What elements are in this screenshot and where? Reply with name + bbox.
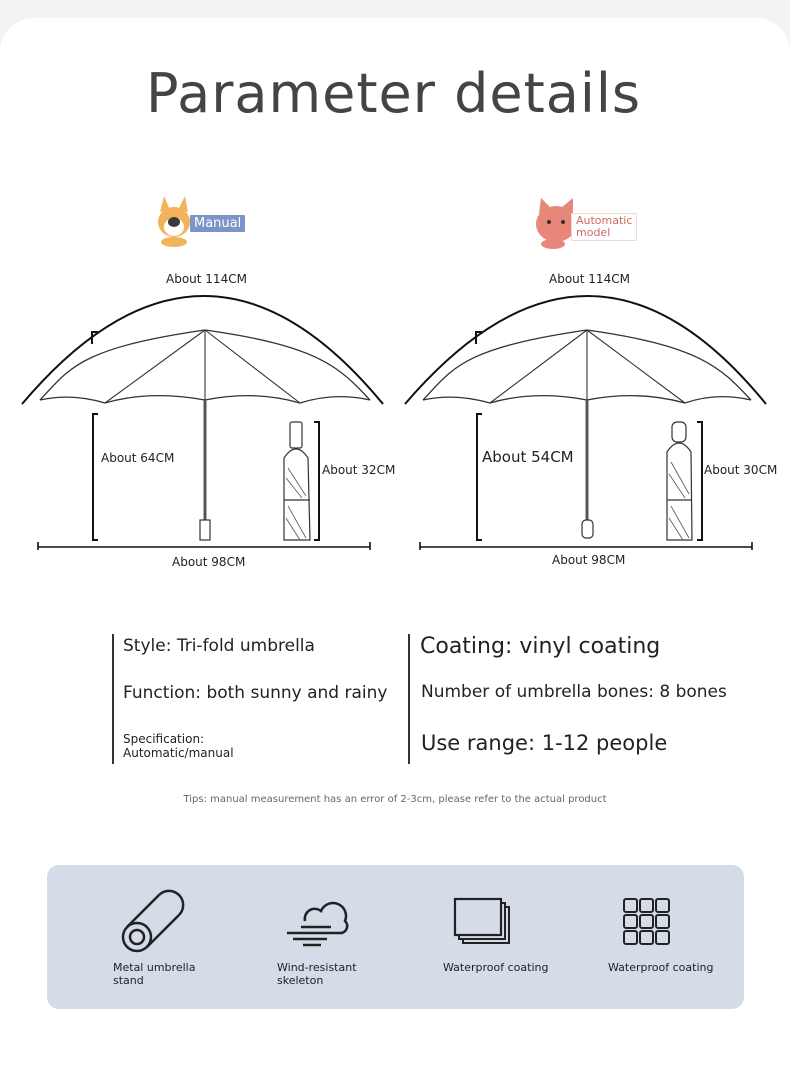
spec-divider-right [408, 634, 410, 764]
feature-label [608, 961, 738, 974]
automatic-folded-label: About 30CM [704, 463, 778, 477]
feature-label [113, 961, 243, 987]
cat-mascot-icon [536, 198, 576, 249]
spec-bones: Number of umbrella bones: 8 bones [421, 682, 727, 702]
feature-metal-stand [113, 865, 263, 1009]
feature-label-line1: Metal umbrella [113, 961, 196, 974]
manual-badge: Manual [190, 215, 245, 232]
automatic-badge [571, 213, 637, 241]
feature-label-line1: Waterproof coating [608, 961, 714, 974]
automatic-badge-line1: Automatic [576, 214, 633, 227]
folded-umbrella-icon [284, 422, 310, 540]
spec-function: Function: both sunny and rainy [123, 683, 388, 703]
manual-folded-label: About 32CM [322, 463, 396, 477]
stacked-sheets-icon [447, 887, 517, 957]
page-card [0, 18, 790, 1068]
automatic-umbrella-diagram [395, 178, 790, 598]
feature-label-line2: skeleton [277, 974, 324, 987]
feature-label-line2: stand [113, 974, 144, 987]
spec-specification [123, 732, 234, 760]
spec-specification-line2: Automatic/manual [123, 746, 234, 760]
manual-umbrella-drawing [0, 178, 395, 598]
grid-icon [616, 887, 686, 957]
automatic-width-label: About 98CM [552, 553, 626, 567]
spec-range: Use range: 1-12 people [421, 731, 668, 755]
spec-divider-left [112, 634, 114, 764]
automatic-badge-line2: model [576, 226, 611, 239]
feature-label-line1: Waterproof coating [443, 961, 549, 974]
feature-wind-resistant [277, 865, 427, 1009]
spec-style: Style: Tri-fold umbrella [123, 636, 315, 656]
feature-waterproof-coating-2 [608, 865, 758, 1009]
feature-label [443, 961, 573, 974]
spec-specification-line1: Specification: [123, 732, 205, 746]
manual-height-label: About 64CM [101, 451, 175, 465]
automatic-height-label: About 54CM [482, 448, 574, 466]
tube-icon [117, 887, 187, 957]
manual-umbrella-diagram [0, 178, 395, 598]
page-title: Parameter details [146, 62, 642, 125]
manual-width-label: About 98CM [172, 555, 246, 569]
tips-note: Tips: manual measurement has an error of 2-3cm, please refer to the actual product [183, 794, 607, 805]
automatic-canopy-label: About 114CM [549, 272, 630, 286]
feature-waterproof-coating-1 [443, 865, 593, 1009]
wind-cloud-icon [281, 887, 351, 957]
manual-canopy-label: About 114CM [166, 272, 247, 286]
feature-label [277, 961, 407, 987]
spec-coating: Coating: vinyl coating [420, 634, 661, 659]
folded-umbrella-icon [667, 422, 692, 540]
feature-panel [47, 865, 744, 1009]
feature-label-line1: Wind-resistant [277, 961, 357, 974]
automatic-umbrella-drawing [395, 178, 790, 598]
specifications [0, 628, 790, 788]
dog-mascot-icon [158, 196, 190, 247]
